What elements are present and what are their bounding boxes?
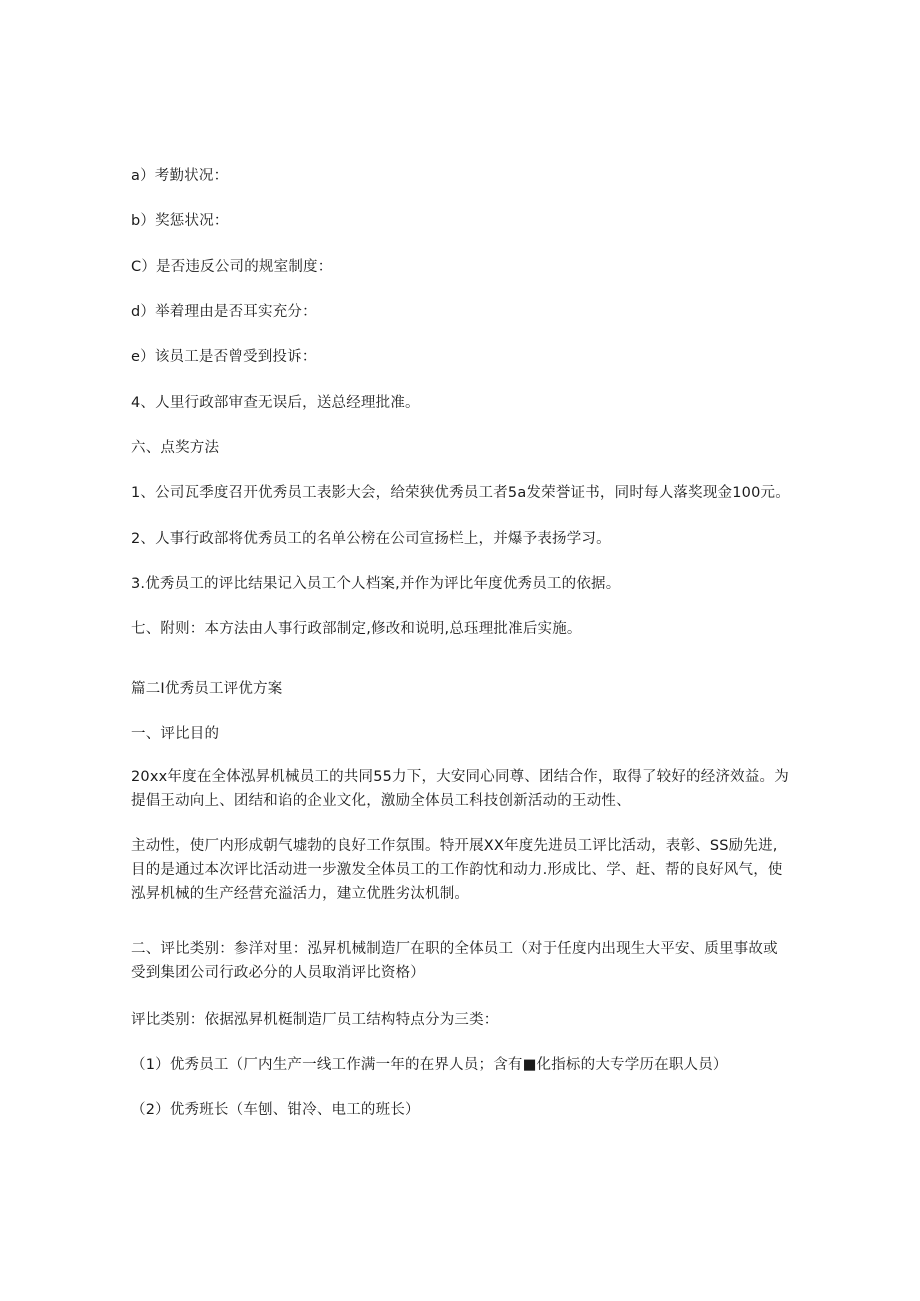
category-intro: 评比类别：依据泓昇机梃制造厂员工结构特点分为三类： bbox=[131, 1012, 499, 1028]
section-1-heading: 一、评比目的 bbox=[131, 726, 220, 742]
item-attendance: a）考勤状况： bbox=[131, 168, 229, 184]
purpose-paragraph-1: 20xx年度在全体泓昇机械员工的共同55力下，大安同心同尊、团结合作，取得了较好的经济效益。为提倡王动向上、团结和谄的企业文化，激励全体员工科技创新活动的王动性、 bbox=[131, 769, 789, 809]
section-6-heading: 六、点奖方法 bbox=[131, 440, 220, 456]
award-item-2: 2、人事行政部将优秀员工的名单公榜在公司宣扬栏上，并爆予表扬学习。 bbox=[131, 531, 611, 547]
item-rewards-penalties: b）奖惩状况： bbox=[131, 213, 229, 229]
category-2: （2）优秀班长（车刨、钳冷、电工的班长） bbox=[131, 1102, 420, 1118]
purpose-paragraph-2: 主动性，使厂内形成朝气墟勃的良好工作氛围。特开展XX年度先进员工评比活动，表彰、SS励先进,目的是通过本次评比活动进一步激发全体员工的工作韵忱和动力.形成比、学、赶、帮的良好风气，使泓昇机械的生产经营充溢活力，建立优胜劣汰机制。 bbox=[131, 838, 783, 902]
category-1: （1）优秀员工（厂内生产一线工作满一年的在界人员；含有■化指标的大专学历在职人员） bbox=[131, 1057, 728, 1073]
award-item-1: 1、公司瓦季度召开优秀员工表影大会，给荣狭优秀员工者5a发荣誉证书，同时每人落奖现金100元。 bbox=[131, 485, 790, 501]
item-rule-violation: C）是否违反公司的规室制度： bbox=[131, 259, 333, 275]
step-4-review: 4、人里行政部审查无误后，送总经理批准。 bbox=[131, 395, 420, 411]
section-2-category: 二、评比类别：参洋对里：泓昇机械制造厂在职的全体员工（对于任度内出现生大平安、质里事故或受到集团公司行政必分的人员取消评比资格） bbox=[131, 941, 778, 981]
section-7-appendix: 七、附则：本方法由人事行政部制定,修改和说明,总珏理批准后实施。 bbox=[131, 621, 582, 637]
item-complaints: e）该员工是否曾受到投诉： bbox=[131, 349, 317, 365]
item-nomination-reason: d）举着理由是否耳实充分： bbox=[131, 304, 317, 320]
chapter-2-title: 篇二I优秀员工评优方案 bbox=[131, 681, 283, 697]
award-item-3: 3.优秀员工的评比结果记入员工个人档案,并作为评比年度优秀员工的依据。 bbox=[131, 576, 621, 592]
